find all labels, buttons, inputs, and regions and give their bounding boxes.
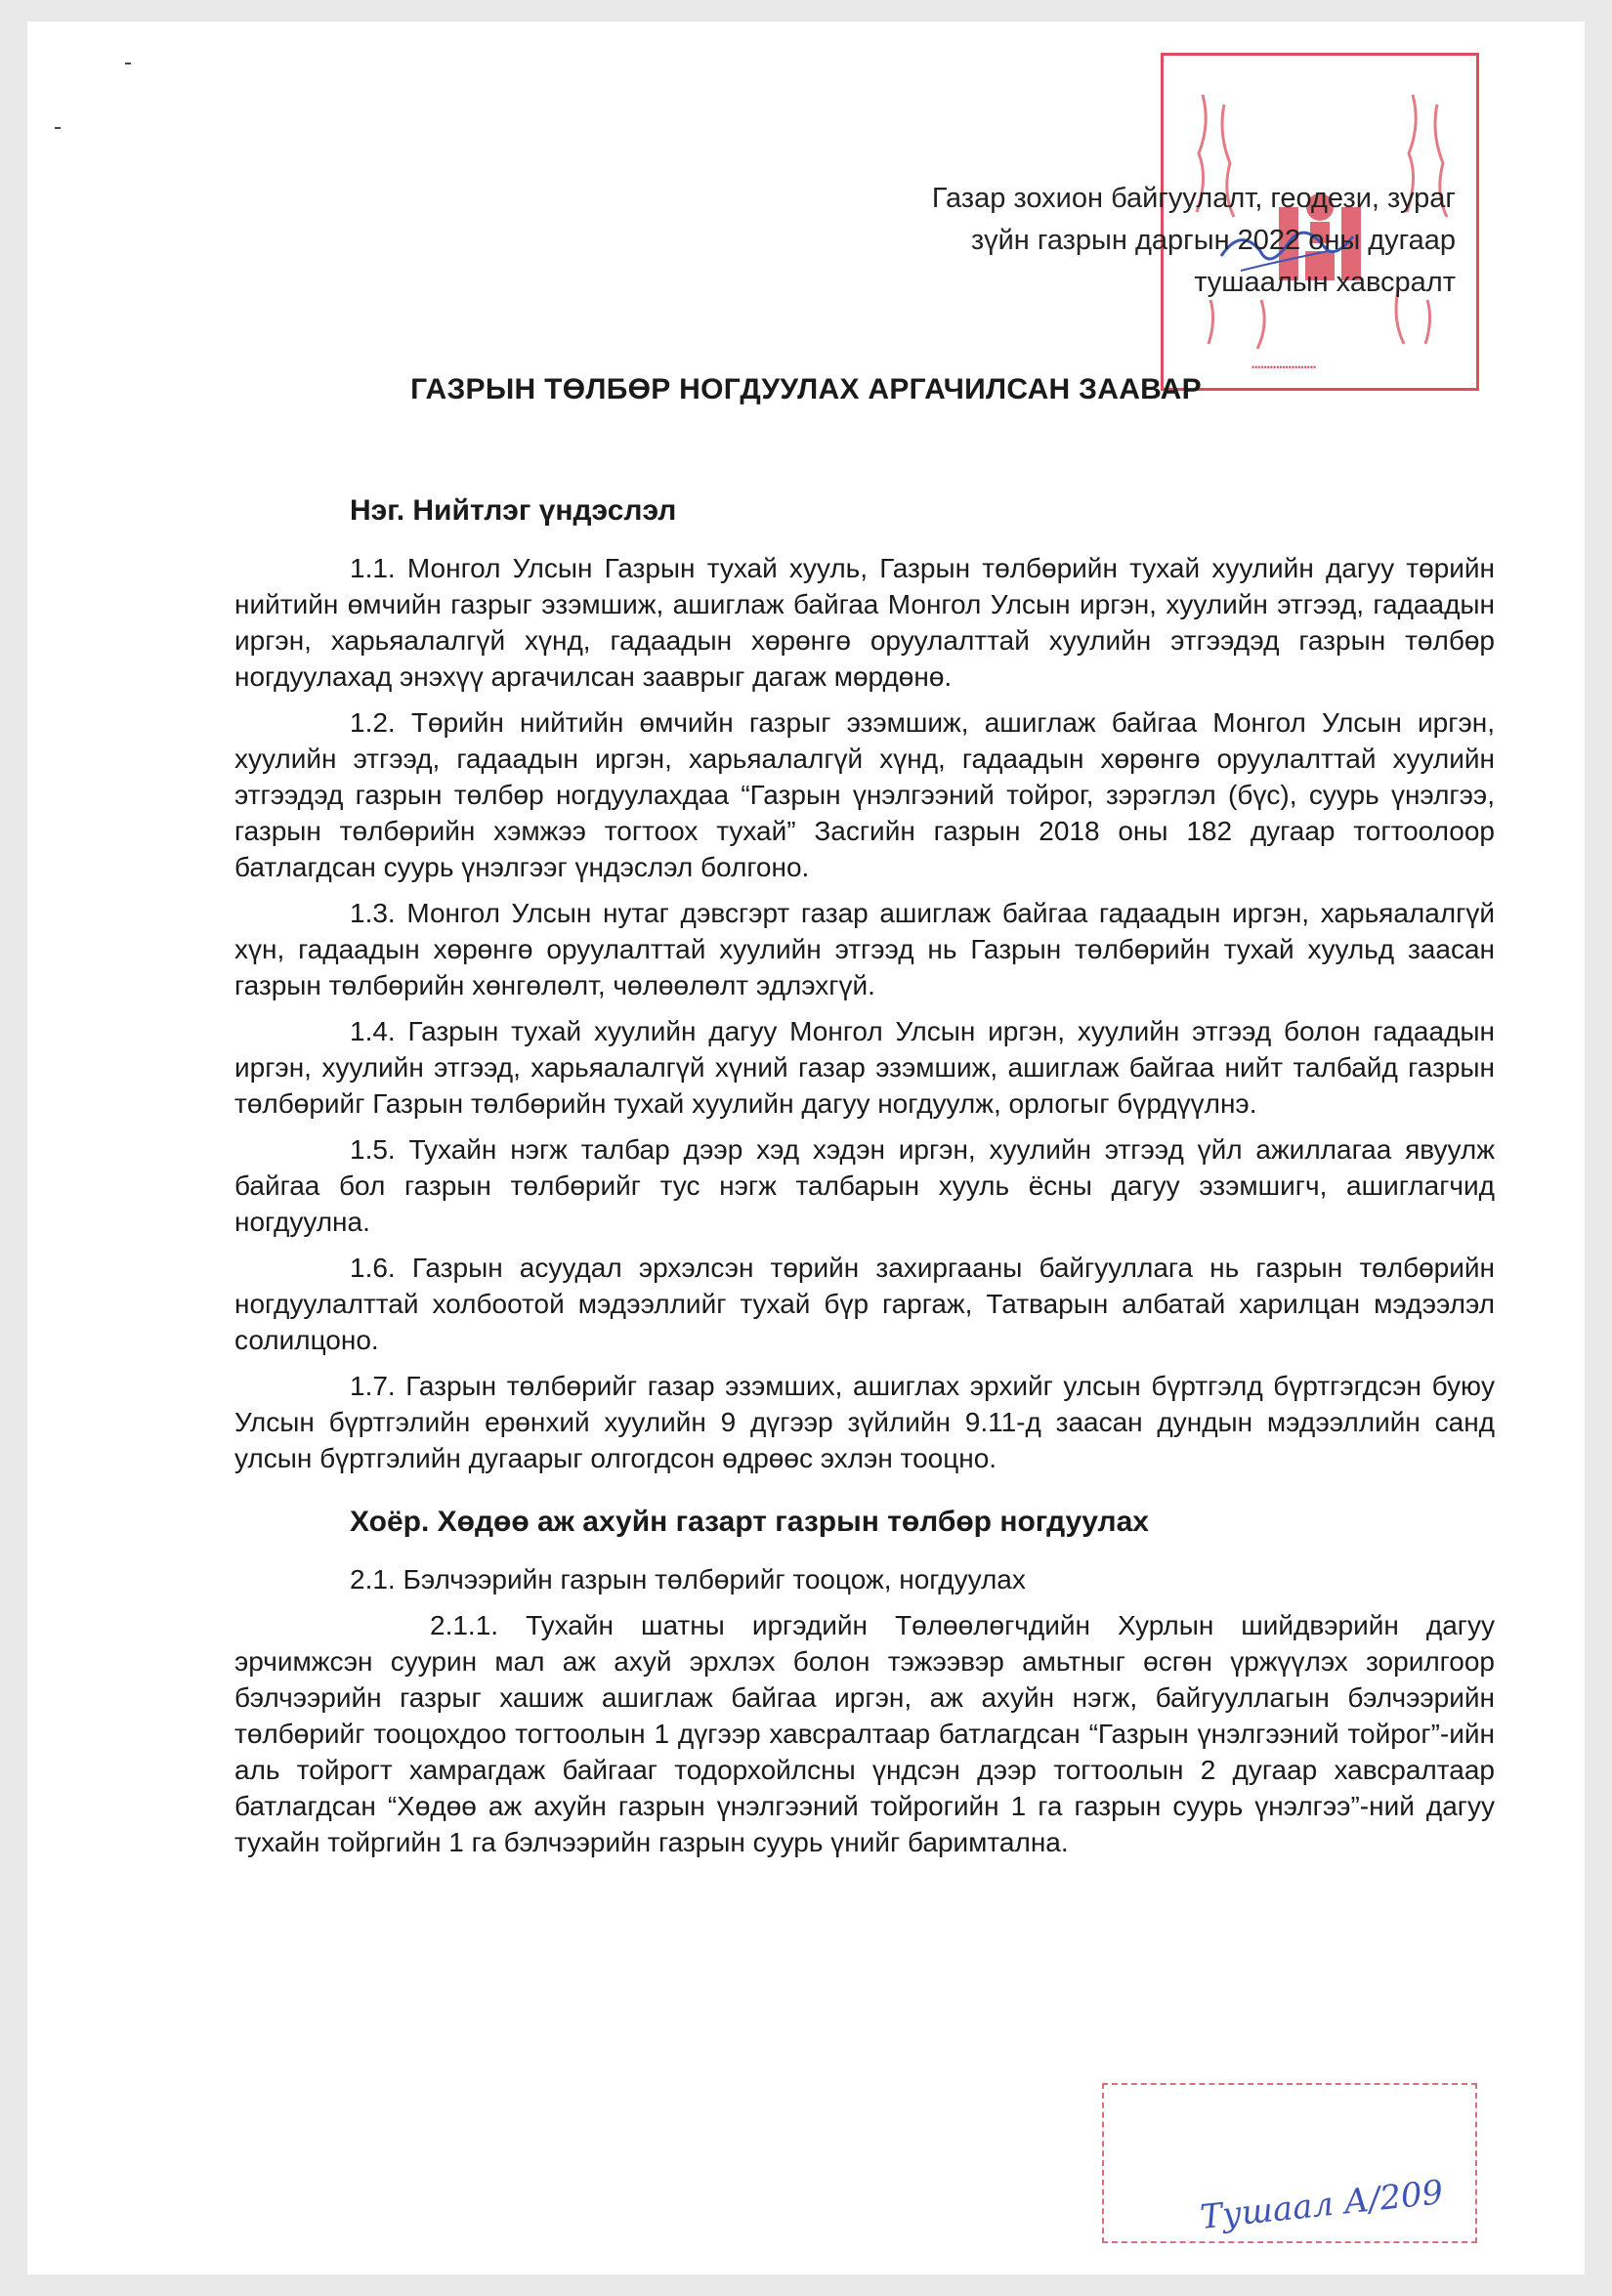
paragraph: 1.4. Газрын тухай хуулийн дагуу Монгол Улсын иргэн, хуулийн этгээд болон гадаадын иргэн, хуулийн этгээд, харьяалалгүй хүний газар эзэмшиж, ашиглаж байгаа нийт талбайд газрын төлбөрийг Газрын төлбөрийн тухай хуулийн дагуу ногдуулж, орлогыг бүрдүүлнэ. — [234, 1016, 1495, 1119]
document-body — [234, 492, 1495, 1870]
paragraph: 1.7. Газрын төлбөрийг газар эзэмших, ашиглах эрхийг улсын бүртгэлд бүртгэгдсэн буюу Улсын бүртгэлийн ерөнхий хуулийн 9 дүгээр зүйлийн 9.11-д заасан дундын мэдээллийн санд улсын бүртгэлийн дугаарыг олгогдсон өдрөөс эхлэн тооцно. — [234, 1371, 1495, 1473]
subsection-heading: 2.1. Бэлчээрийн газрын төлбөрийг тооцож, ногдуулах — [350, 1564, 1026, 1594]
scan-mark — [125, 63, 131, 64]
paragraph: 1.2. Төрийн нийтийн өмчийн газрыг эзэмшиж, ашиглаж байгаа Монгол Улсын иргэн, хуулийн этгээд, гадаадын иргэн, харьяалалгүй хүнд, гадаадын хөрөнгө оруулалттай хуулийн этгээдэд газрын төлбөр ногдуулахдаа “Газрын үнэлгээний тойрог, зэрэглэл (бүс), суурь үнэлгээ, газрын төлбөрийн хэмжээ тогтоох тухай” Засгийн газрын 2018 оны 182 дугаар тогтоолоор батлагдсан суурь үнэлгээг үндэслэл болгоно. — [234, 707, 1495, 882]
section-spacer — [234, 1486, 1495, 1504]
svg-text:•••••••••••••••••••••: ••••••••••••••••••••• — [1251, 362, 1317, 372]
paragraph: 1.3. Монгол Улсын нутаг дэвсгэрт газар ашиглаж байгаа гадаадын иргэн, харьяалалгүй хүн, гадаадын хөрөнгө оруулалттай хуулийн этгээд нь Газрын төлбөрийн тухай хуульд заасан газрын төлбөрийн хөнгөлөлт, чөлөөлөлт эдлэхгүй. — [234, 898, 1495, 1000]
paragraph: 2.1.1. Тухайн шатны иргэдийн Төлөөлөгчдийн Хурлын шийдвэрийн дагуу эрчимжсэн суурин мал аж ахуй эрхлэх болон тэжээвэр амьтныг өсгөн үржүүлэх зорилгоор бэлчээрийн газрыг хашиж ашиглаж байгаа иргэн, аж ахуйн нэгж, байгууллагын бэлчээрийн төлбөрийг тооцохдоо тогтоолын 1 дүгээр хавсралтаар батлагдсан “Газрын үнэлгээний тойрог”-ийн аль тойрогт хамрагдаж байгааг тодорхойлсны үндсэн дээр тогтоолын 2 дугаар хавсралтаар батлагдсан “Хөдөө аж ахуйн газрын үнэлгээний тойрогийн 1 га газрын суурь үнэлгээ”-ний дагуу тухайн тойргийн 1 га бэлчээрийн газрын суурь үнийг баримтална. — [234, 1610, 1495, 1857]
section-heading: Нэг. Нийтлэг үндэслэл — [350, 494, 677, 527]
paragraph: 1.1. Монгол Улсын Газрын тухай хууль, Газрын төлбөрийн тухай хуулийн дагуу төрийн нийтийн өмчийн газрыг эзэмшиж, ашиглаж байгаа Монгол Улсын иргэн, хуулийн этгээд, гадаадын иргэн, харьяалалгүй хүнд, гадаадын хөрөнгө оруулалттай хуулийн этгээдэд газрын төлбөр ногдуулахад энэхүү аргачилсан зааврыг дагаж мөрдөнө. — [234, 553, 1495, 692]
attachment-note-line: зүйн газрын даргын 2022 оны дугаар — [970, 225, 1456, 256]
paragraph: 1.5. Тухайн нэгж талбар дээр хэд хэдэн иргэн, хуулийн этгээд үйл ажиллагаа явуулж байгаа бол газрын төлбөрийг тус нэгж талбарын хууль ёсны дагуу эзэмшигч, ашиглагчид ногдуулна. — [234, 1134, 1495, 1237]
document-title: ГАЗРЫН ТӨЛБӨР НОГДУУЛАХ АРГАЧИЛСАН ЗААВАР — [410, 373, 1202, 405]
scan-mark — [55, 127, 61, 129]
footer-stamp-signature: Тушаал А/209 — [1198, 2173, 1446, 2237]
attachment-note-line: Газар зохион байгуулалт, геодези, зураг — [931, 183, 1456, 214]
attachment-note — [772, 178, 1456, 304]
paragraph: 1.6. Газрын асуудал эрхэлсэн төрийн захиргааны байгууллага нь газрын төлбөрийн ногдуулалттай холбоотой мэдээллийг тухай бүр гаргаж, Татварын албатай харилцан мэдээлэл солилцоно. — [234, 1253, 1495, 1355]
attachment-note-line: тушаалын хавсралт — [1194, 267, 1456, 298]
document-page — [27, 21, 1585, 2275]
section-heading: Хоёр. Хөдөө аж ахуйн газарт газрын төлбөр ногдуулах — [350, 1506, 1149, 1538]
